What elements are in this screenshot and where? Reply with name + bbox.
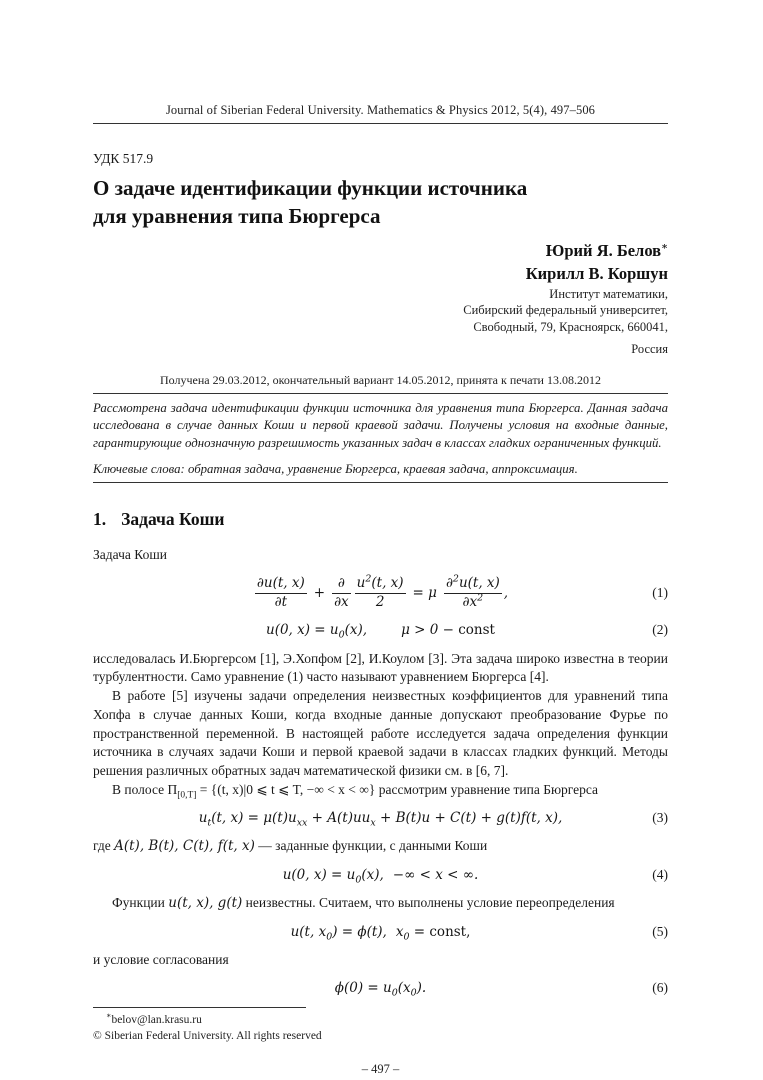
- math-term: u(0, x) = u: [282, 866, 356, 883]
- superscript: 2: [452, 573, 459, 585]
- equation-3-number: (3): [652, 810, 668, 826]
- footnote-block: [93, 1007, 668, 1044]
- subscript: 0: [403, 931, 410, 943]
- equation-6-body: [334, 980, 427, 1000]
- email-text: belov@lan.krasu.ru: [111, 1014, 202, 1027]
- paragraph-strip-definition: [93, 781, 668, 800]
- abstract-top-divider: [93, 393, 668, 394]
- affiliation-line-2: Сибирский федеральный университет,: [463, 303, 668, 318]
- paper-title: [93, 174, 668, 230]
- paragraph-history: исследовалась И.Бюргерсом [1], Э.Хопфом [2], И.Коулом [3]. Эта задача широко известна в теории турбулентности. Само уравнение (1) часто называют уравнением Бюргерса [4].: [93, 650, 668, 685]
- equation-1-number: (1): [652, 585, 668, 601]
- equals-mu: = μ: [412, 585, 437, 602]
- const-keyword: const,: [429, 923, 471, 940]
- trailing-comma: ,: [503, 585, 509, 602]
- text-fragment: — заданные функции, с данными Коши: [254, 838, 488, 854]
- equation-1-body: [253, 573, 509, 611]
- math-term: (x),: [361, 866, 384, 883]
- text-fragment: = {(t, x)|0 ⩽ t ⩽ T, −∞ < x < ∞} рассмотрим уравнение типа Бюргерса: [196, 781, 599, 797]
- frac-num: ∂: [337, 574, 345, 591]
- footnote-email: [93, 1012, 668, 1028]
- math-term: −∞ < x < ∞.: [392, 866, 479, 883]
- fraction-ddx: [332, 576, 351, 611]
- math-term: μ > 0 −: [401, 621, 459, 638]
- subscript: x: [370, 817, 376, 829]
- math-term: u(t, x): [458, 574, 500, 591]
- author-2: Кирилл В. Коршун: [525, 264, 668, 284]
- math-term: (t, x): [371, 574, 404, 591]
- math-term: ).: [416, 980, 427, 997]
- abstract-text: Рассмотрена задача идентификации функции источника для уравнения типа Бюргерса. Данная задача исследована в случае данных Коши и первой краевой задачи. Получены условия на входные данные, гарантирующие однозначную разрешимость указанных задач в классах гладких ограниченных функций.: [93, 400, 668, 451]
- equation-2-body: [266, 621, 495, 641]
- journal-header: Journal of Siberian Federal University. Mathematics & Physics 2012, 5(4), 497–506: [165, 103, 596, 117]
- inline-math: A(t), B(t), C(t), f(t, x): [114, 838, 255, 855]
- fraction-dudt: [255, 576, 307, 611]
- math-term: u(t, x: [290, 923, 327, 940]
- page-number: – 497 –: [361, 1061, 400, 1076]
- paragraph-related-work: В работе [5] изучены задачи определения неизвестных коэффициентов для уравнений типа Хопфа в случае данных Коши, когда входные данные допускают преобразование Фурье по пространственной переменной. В настоящей работе исследуется задача определения функции источника в случаях задачи Коши и первой краевой задачи в классах гладких функций. Методы решения различных обратных задач математической физики см. в [6, 7].: [93, 688, 668, 778]
- math-term: x: [395, 923, 404, 940]
- plus-operator: +: [313, 585, 326, 602]
- math-term: ∂x: [462, 594, 478, 611]
- equation-3: [93, 808, 668, 828]
- equation-5: [93, 922, 668, 942]
- subscript: 0: [391, 988, 398, 1000]
- superscript: 2: [477, 592, 484, 604]
- equation-4: [93, 865, 668, 885]
- section-1-heading: [93, 509, 668, 530]
- frac-den: ∂t: [274, 594, 288, 611]
- page-content: [93, 0, 668, 1077]
- equation-4-number: (4): [652, 866, 668, 882]
- author-1-name: Юрий Я. Белов: [545, 241, 662, 261]
- math-term: ϕ(0) = u: [334, 980, 392, 997]
- text-fragment: Функции: [112, 894, 169, 910]
- received-dates: Получена 29.03.2012, окончательный вариант 14.05.2012, принята к печати 13.08.2012: [160, 372, 601, 387]
- equation-3-body: [198, 810, 563, 829]
- section-1-number: 1.: [93, 508, 107, 529]
- equation-1: [93, 573, 668, 611]
- affiliation-country: Россия: [631, 342, 668, 357]
- math-term: [334, 980, 427, 1000]
- paper-title-line1: О задаче идентификации функции источника: [93, 176, 528, 200]
- math-term: [395, 923, 471, 943]
- math-term: [266, 621, 368, 641]
- frac-den: [461, 592, 486, 611]
- subscript: 0: [326, 931, 333, 943]
- math-term: + A(t)uu: [307, 810, 371, 827]
- authors-block: [93, 240, 668, 358]
- frac-num: ∂u(t, x): [256, 574, 305, 591]
- math-term: =: [409, 923, 430, 940]
- math-term: ∂: [445, 574, 453, 591]
- math-term: (x),: [344, 621, 368, 638]
- paragraph-matching-condition: и условие согласования: [93, 951, 229, 967]
- math-term: u: [356, 574, 366, 591]
- subscript: xx: [296, 817, 308, 829]
- keywords-line: Ключевые слова: обратная задача, уравнение Бюргерса, краевая задача, аппроксимация.: [93, 461, 578, 476]
- equation-5-number: (5): [652, 923, 668, 939]
- frac-den: ∂x: [334, 594, 349, 611]
- footnote-mark: ∗: [106, 1011, 112, 1021]
- equation-5-body: [290, 923, 471, 943]
- pi-symbol: Π: [167, 781, 178, 797]
- footnote-divider: [93, 1007, 306, 1008]
- equation-4-body: [282, 866, 479, 886]
- author-1-footnote-mark: ∗: [661, 241, 668, 253]
- udc-code: УДК 517.9: [93, 151, 154, 166]
- equation-2: [93, 620, 668, 640]
- subscript: [0,T]: [177, 790, 197, 801]
- affiliation-line-3: Свободный, 79, Красноярск, 660041,: [473, 319, 668, 334]
- fraction-u2-over-2: [355, 573, 406, 611]
- fraction-d2udx2: [444, 573, 502, 611]
- affiliation-line-1: Институт математики,: [549, 286, 668, 301]
- math-term: (x: [397, 980, 411, 997]
- section-1-title: Задача Коши: [121, 508, 225, 529]
- math-term: u(0, x) = u: [266, 621, 339, 638]
- math-term: (t, x) = μ(t)u: [211, 810, 297, 827]
- subscript: 0: [355, 874, 362, 886]
- header-divider: [93, 123, 668, 124]
- abstract-bottom-divider: [93, 482, 668, 483]
- author-1: [93, 240, 668, 263]
- equation-6: [93, 978, 668, 998]
- inline-math: u(t, x), g(t): [168, 894, 243, 911]
- equation-6-number: (6): [652, 980, 668, 996]
- subscript: 0: [410, 988, 417, 1000]
- paragraph-given-functions: [93, 837, 668, 856]
- frac-num: [355, 573, 406, 592]
- math-term: [198, 810, 563, 829]
- frac-den: 2: [375, 594, 385, 611]
- text-fragment: В полосе: [112, 781, 168, 797]
- math-term: + B(t)u + C(t) + g(t)f(t, x),: [375, 810, 563, 827]
- math-term: [401, 622, 495, 638]
- const-keyword: const: [458, 621, 495, 638]
- equation-2-number: (2): [652, 621, 668, 637]
- copyright-line: © Siberian Federal University. All rights reserved: [93, 1030, 322, 1043]
- math-term: [290, 923, 387, 943]
- text-fragment: неизвестны. Считаем, что выполнены условие переопределения: [242, 894, 615, 910]
- superscript: 2: [365, 573, 372, 585]
- subscript: 0: [338, 629, 345, 641]
- subscript: t: [207, 817, 212, 829]
- text-fragment: где: [93, 838, 115, 854]
- math-term: u: [198, 810, 208, 827]
- section-lead-text: Задача Коши: [93, 546, 167, 562]
- frac-num: [444, 573, 502, 592]
- math-term: ) = ϕ(t),: [332, 923, 387, 940]
- paper-title-line2: для уравнения типа Бюргерса: [93, 204, 381, 229]
- paragraph-unknown-functions: [93, 894, 668, 913]
- math-term: [282, 866, 384, 886]
